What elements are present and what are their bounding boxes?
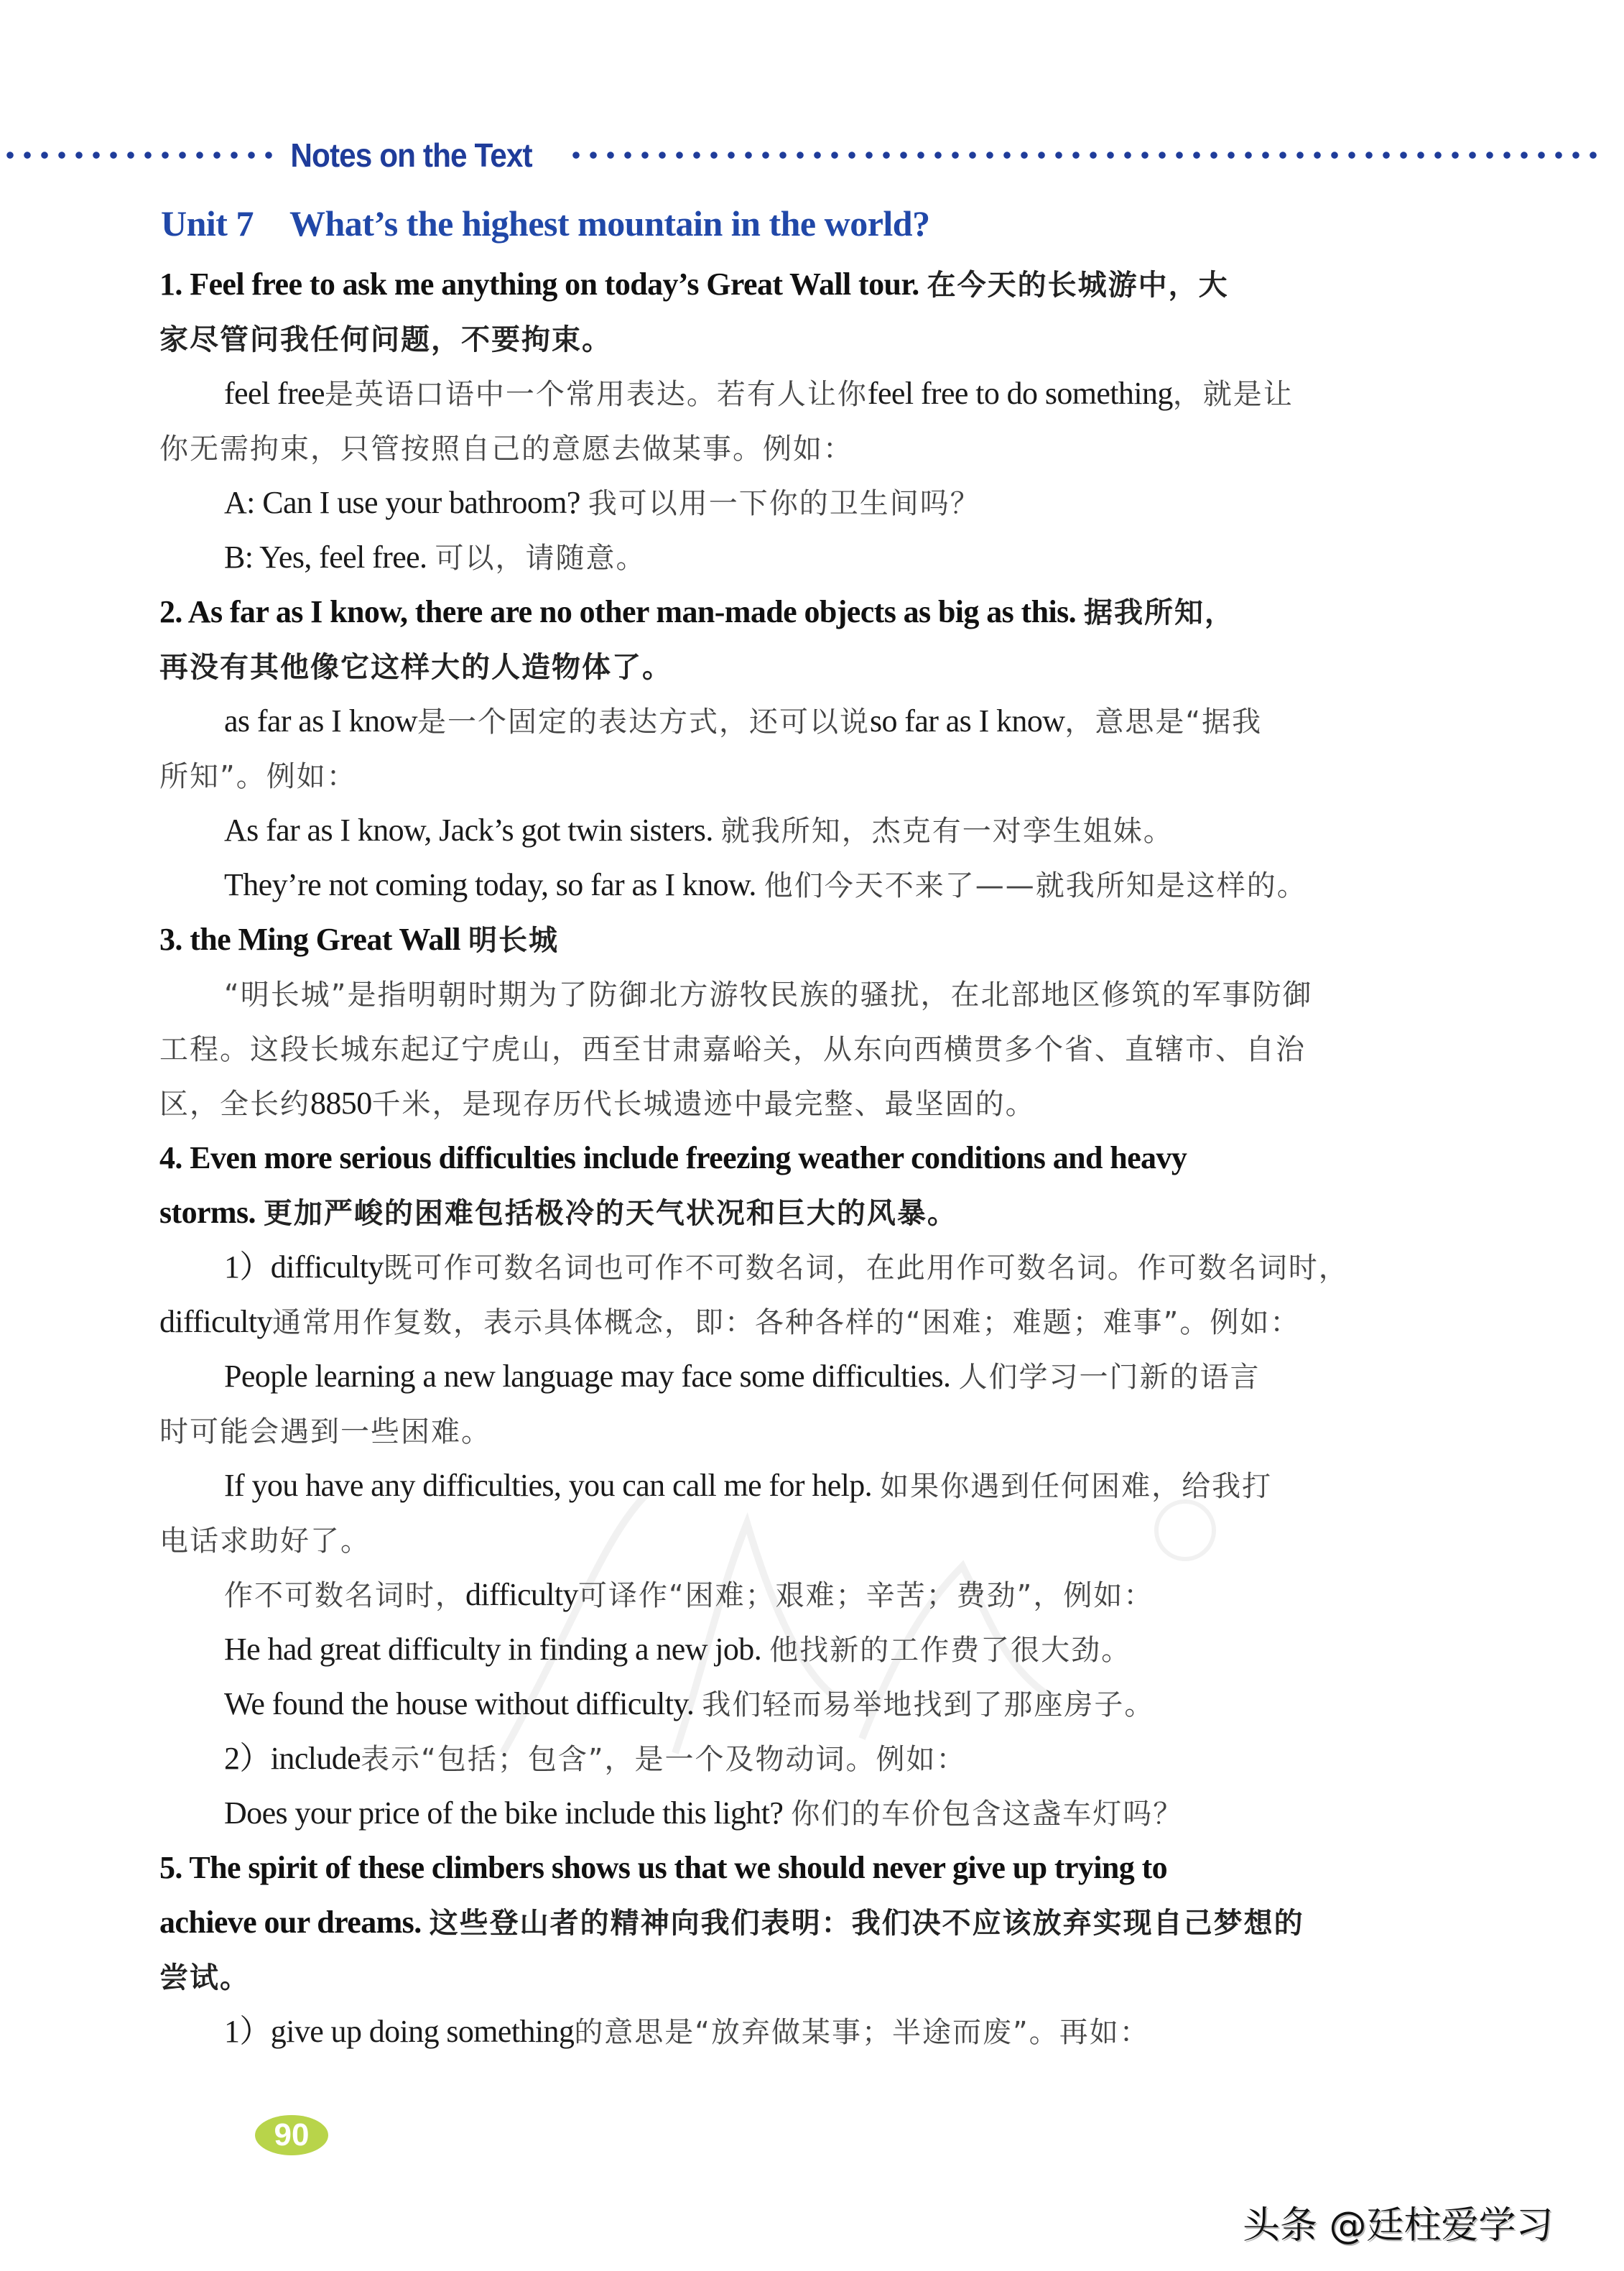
example-translation: 就我所知，杰克有一对孪生姐妹。 [720,815,1174,848]
example-translation: 他找新的工作费了很大劲。 [769,1634,1132,1667]
chinese-text: 区，全长约 [159,1088,310,1121]
note-heading-english: 5. The spirit of these climbers shows us that we should never give up trying to [159,1850,1168,1885]
section-header [0,137,1624,174]
english-term: as far as I know [224,703,417,739]
page-number-badge [255,2115,328,2155]
chinese-text: 可译作“困难；艰难；辛苦；费劲”，例如： [577,1579,1154,1612]
english-term: 1）give up doing something [224,2014,575,2049]
explanation-line [159,1295,1375,1349]
dotted-rule-right [567,151,1604,159]
chinese-text: ，就是让 [1172,378,1294,411]
note-heading-translation: 这些登山者的精神向我们表明：我们决不应该放弃实现自己梦想的 [429,1907,1304,1940]
explanation-line [159,1568,1375,1622]
chinese-text: 作不可数名词时， [224,1579,465,1612]
chinese-text: 是一个固定的表达方式，还可以说 [417,706,870,739]
example-english: We found the house without difficulty. [224,1686,695,1721]
note-heading-english: achieve our dreams. [159,1905,422,1940]
example-translation: 我们轻而易举地找到了那座房子。 [702,1688,1155,1721]
chinese-text: 所知”。例如： [159,760,357,793]
note-heading-translation: 明长城 [468,924,560,957]
note-item-3 [159,912,1375,1131]
english-term: 1）difficulty [224,1249,384,1285]
english-term: 8850 [310,1086,372,1121]
note-heading-english: 3. the Ming Great Wall [159,922,461,957]
example-sentence [159,1349,1375,1404]
note-item-4 [159,1131,1375,1841]
example-english: Does your price of the bike include this light? [224,1795,784,1831]
example-english: If you have any difficulties, you can call me for help. [224,1468,873,1503]
example-translation: 我可以用一下你的卫生间吗？ [588,487,980,520]
note-heading-translation: 尝试。 [159,1961,250,1994]
chinese-text: ，意思是“据我 [1064,706,1263,739]
chinese-text: 是英语口语中一个常用表达。若有人让你 [324,378,868,411]
notes-body [159,257,1375,2059]
example-sentence [159,803,1375,858]
example-sentence [159,1622,1375,1677]
note-heading-translation: 更加严峻的困难包括极冷的天气状况和巨大的风暴。 [263,1197,957,1230]
example-english: He had great difficulty in finding a new job. [224,1632,762,1667]
explanation-line [159,1022,1375,1076]
unit-number: Unit 7 [161,203,254,244]
example-translation: 他们今天不来了——就我所知是这样的。 [764,869,1307,902]
example-sentence [159,476,1375,530]
chinese-text: 表示“包括；包含”，是一个及物动词。例如： [361,1743,967,1776]
chinese-text: 既可作可数名词也可作不可数名词，在此用作可数名词。作可数名词时， [383,1252,1349,1285]
note-heading [159,1841,1375,1895]
note-heading [159,1131,1375,1185]
explanation-line [159,694,1375,749]
english-term: so far as I know [869,703,1065,739]
example-english: People learning a new language may face some difficulties. [224,1359,951,1394]
note-item-5 [159,1841,1375,2059]
explanation-line [159,421,1375,476]
example-english: B: Yes, feel free. [224,540,427,575]
note-heading-translation: 再没有其他像它这样大的人造物体了。 [159,651,672,684]
note-heading-english: 1. Feel free to ask me anything on today’s Great Wall tour. [159,267,919,302]
note-heading-translation: 家尽管问我任何问题，不要拘束。 [159,323,612,356]
chinese-text: 时可能会遇到一些困难。 [159,1415,491,1448]
note-heading-translation: 在今天的长城游中，大 [927,269,1229,302]
example-sentence [159,1677,1375,1731]
note-heading-english: 2. As far as I know, there are no other man-made objects as big as this. [159,594,1077,629]
explanation-line [159,1513,1375,1568]
note-heading [159,1895,1375,1950]
section-title: Notes on the Text [290,137,532,174]
english-term: difficulty [159,1304,272,1339]
chinese-text: 工程。这段长城东起辽宁虎山，西至甘肃嘉峪关，从东向西横贯多个省、直辖市、自治 [159,1033,1306,1066]
explanation-line [159,1404,1375,1458]
explanation-line [159,1731,1375,1786]
dotted-rule-left [1,151,277,159]
example-translation: 人们学习一门新的语言 [958,1361,1261,1394]
chinese-text: “明长城”是指明朝时期为了防御北方游牧民族的骚扰，在北部地区修筑的军事防御 [224,979,1313,1012]
chinese-text: 的意思是“放弃做某事；半途而废”。再如： [574,2016,1150,2049]
example-sentence [159,1458,1375,1513]
explanation-line [159,967,1375,1022]
explanation-line [159,749,1375,803]
chinese-text: 电话求助好了。 [159,1525,371,1558]
note-item-1 [159,257,1375,585]
note-heading-translation: 据我所知， [1084,596,1235,629]
note-item-2 [159,585,1375,912]
example-translation: 可以，请随意。 [435,542,646,575]
explanation-line [159,1076,1375,1131]
example-translation: 如果你遇到任何困难，给我打 [880,1470,1273,1503]
explanation-line [159,1240,1375,1295]
english-term: feel free to do something [867,376,1173,411]
english-term: feel free [224,376,325,411]
example-sentence [159,530,1375,585]
chinese-text: 你无需拘束，只管按照自己的意愿去做某事。例如： [159,433,853,466]
unit-heading [161,203,930,244]
example-english: As far as I know, Jack’s got twin sisters. [224,813,713,848]
page-number: 90 [274,2117,310,2152]
note-heading-continued [159,1950,1375,2004]
note-heading-english: storms. [159,1195,256,1230]
explanation-line [159,2004,1375,2059]
unit-title: What’s the highest mountain in the world? [289,203,930,244]
note-heading [159,912,1375,967]
chinese-text: 千米，是现存历代长城遗迹中最完整、最坚固的。 [371,1088,1036,1121]
english-term: 2）include [224,1741,361,1776]
note-heading-continued [159,639,1375,694]
note-heading [159,257,1375,312]
note-heading [159,585,1375,639]
example-sentence [159,1786,1375,1841]
example-english: They’re not coming today, so far as I know. [224,867,756,902]
source-credit: 头条 @廷柱爱学习 [1243,2204,1554,2247]
explanation-line [159,366,1375,421]
example-translation: 你们的车价包含这盏车灯吗？ [791,1798,1184,1831]
note-heading [159,1185,1375,1240]
chinese-text: 通常用作复数，表示具体概念，即：各种各样的“困难；难题；难事”。例如： [272,1306,1301,1339]
note-heading-english: 4. Even more serious difficulties include freezing weather conditions and heavy [159,1140,1187,1175]
example-english: A: Can I use your bathroom? [224,485,580,520]
example-sentence [159,858,1375,912]
english-term: difficulty [465,1577,578,1612]
note-heading-continued [159,312,1375,366]
